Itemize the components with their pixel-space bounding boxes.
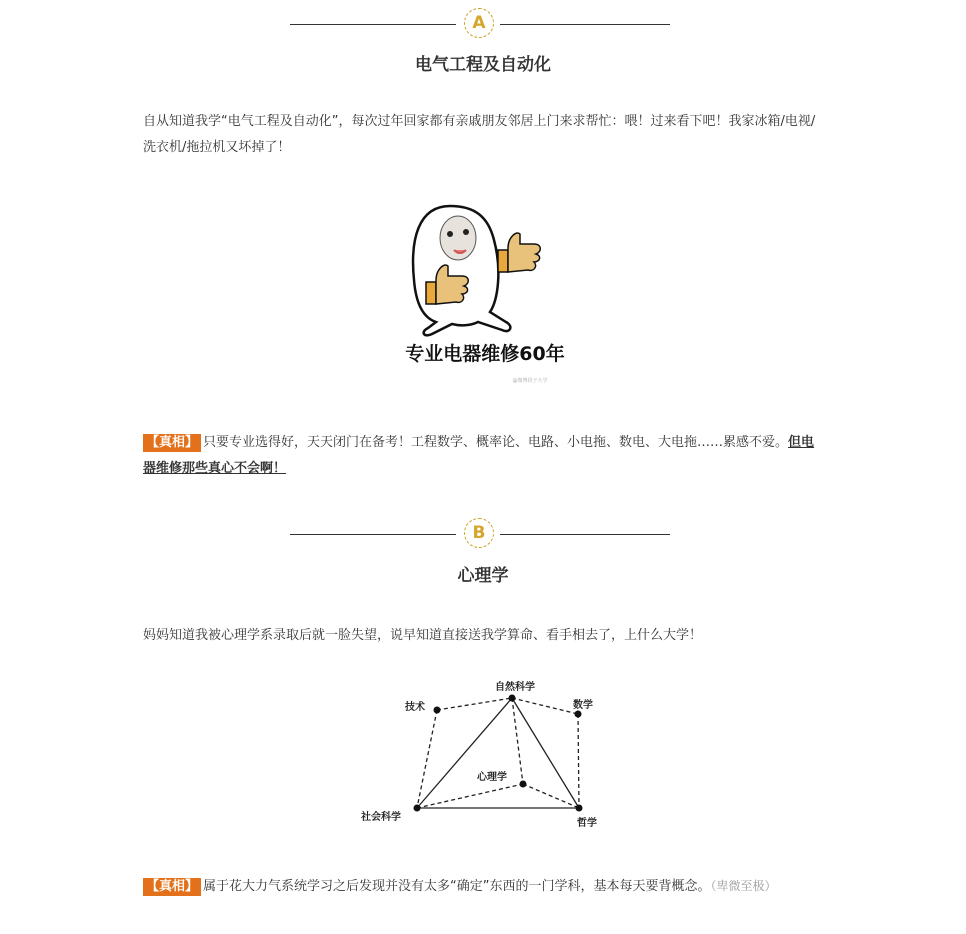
section-a-intro: 自从知道我学“电气工程及自动化”，每次过年回家都有亲戚朋友邻居上门来求帮忙：喂！过来看下吧！我家冰箱/电视/洗衣机/拖拉机又坏掉了！ (143, 114, 816, 155)
node-philo-label: 哲学 (577, 818, 597, 829)
section-b-divider (290, 516, 670, 552)
node-social-dot (414, 805, 421, 812)
edge-natural-psych (512, 698, 523, 784)
node-psych-dot (520, 781, 527, 788)
node-tech-dot (434, 707, 441, 714)
node-psych-label: 心理学 (477, 772, 507, 783)
section-a-truth-emphasis: 但电器维修那些真心不会啊！ (143, 435, 815, 476)
node-philo-dot (576, 805, 583, 812)
divider-line-right (500, 534, 670, 535)
edge-social-psych (417, 784, 523, 808)
edge-natural-philo (512, 698, 579, 808)
section-b-title: 心理学 (457, 566, 509, 586)
section-b-truth-note: （卑微至极） (710, 879, 777, 893)
edge-psych-philo (523, 784, 579, 808)
node-natural-label: 自然科学 (495, 682, 535, 693)
node-natural-dot (509, 695, 516, 702)
section-b-intro: 妈妈知道我被心理学系录取后就一脸失望，说早知道直接送我学算命、看手相去了，上什么大学！ (143, 628, 703, 643)
diagram-svg (355, 676, 615, 836)
divider-line-right (500, 24, 670, 25)
section-b-truth-text: 属于花大力气系统学习之后发现并没有太多“确定”东西的一门学科，基本每天要背概念。 (203, 879, 711, 894)
section-a-badge: A (464, 8, 494, 38)
node-social-label: 社会科学 (361, 812, 401, 823)
truth-tag: 【真相】 (143, 434, 201, 452)
node-math-dot (575, 711, 582, 718)
meme-illustration (390, 200, 580, 390)
meme-caption: 专业电器维修60年 (405, 343, 565, 365)
edge-natural-social (417, 698, 512, 808)
edge-natural-math (512, 698, 578, 714)
edge-tech-social (417, 710, 437, 808)
section-a-truth-text: 只要专业选得好，天天闭门在备考！工程数学、概率论、电路、小电拖、数电、大电拖……累感不爱。 (203, 435, 789, 450)
section-a-truth (143, 430, 823, 482)
truth-tag: 【真相】 (143, 878, 201, 896)
meme-watermark: @微博段子大学 (512, 378, 548, 384)
node-math-label: 数学 (573, 700, 593, 711)
meme-image (390, 200, 580, 390)
divider-line-left (290, 24, 456, 25)
section-a-title: 电气工程及自动化 (415, 55, 551, 75)
section-b-truth (143, 873, 823, 900)
divider-line-left (290, 534, 456, 535)
edge-tech-natural (437, 698, 512, 710)
section-b-badge: B (464, 518, 494, 548)
psychology-diagram (355, 676, 615, 836)
edge-math-philo (578, 714, 579, 808)
section-a-divider (290, 6, 670, 42)
node-tech-label: 技术 (405, 702, 425, 713)
